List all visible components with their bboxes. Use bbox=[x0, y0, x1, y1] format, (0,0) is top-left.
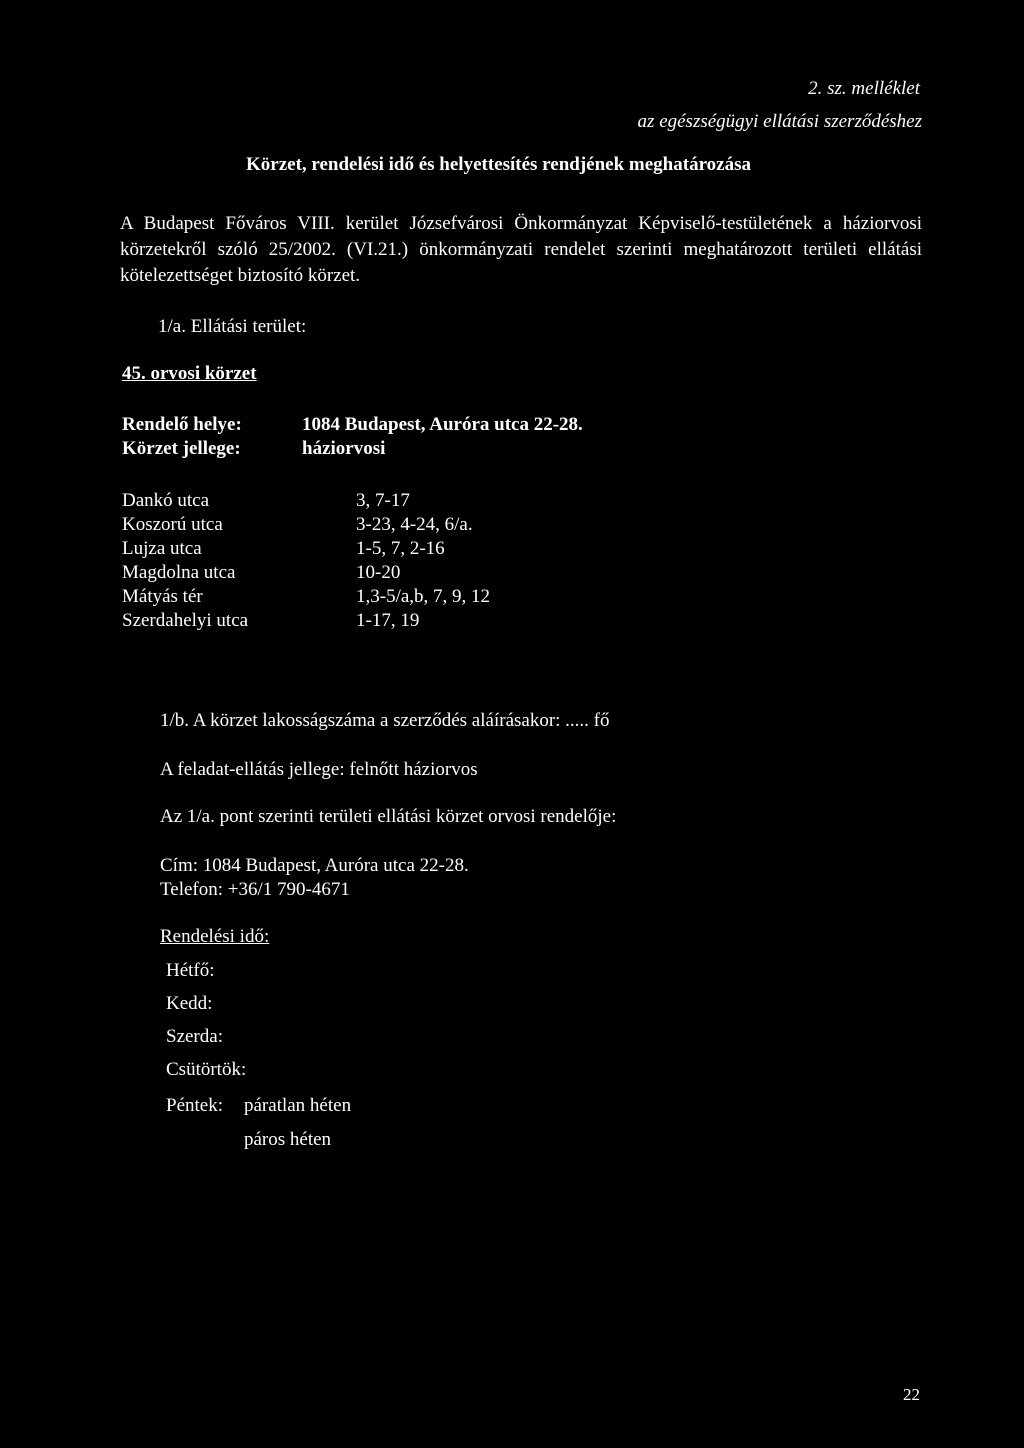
office-label: Rendelő helye: bbox=[122, 414, 242, 435]
clinic-phone: Telefon: +36/1 790-4671 bbox=[160, 879, 350, 900]
schedule-tuesday: Kedd: bbox=[166, 993, 213, 1014]
intro-paragraph bbox=[120, 211, 922, 289]
street-name: Magdolna utca bbox=[122, 562, 236, 583]
house-numbers: 10-20 bbox=[356, 562, 401, 583]
street-name: Dankó utca bbox=[122, 490, 210, 511]
task-type: A feladat-ellátás jellege: felnőtt háziorvos bbox=[160, 759, 478, 780]
schedule-wednesday: Szerda: bbox=[166, 1026, 223, 1047]
district-type-label: Körzet jellege: bbox=[122, 438, 241, 459]
house-numbers: 1-5, 7, 2-16 bbox=[356, 538, 445, 559]
document-title: Körzet, rendelési idő és helyettesítés rendjének meghatározása bbox=[246, 154, 751, 175]
house-numbers: 3-23, 4-24, 6/a. bbox=[356, 514, 473, 535]
section-1a-heading: 1/a. Ellátási terület: bbox=[158, 316, 307, 337]
house-numbers: 1-17, 19 bbox=[356, 610, 420, 631]
street-name: Lujza utca bbox=[122, 538, 202, 559]
annex-subtitle: az egészségügyi ellátási szerződéshez bbox=[637, 111, 922, 132]
district-type-value: háziorvosi bbox=[302, 438, 386, 459]
page-number: 22 bbox=[903, 1385, 920, 1404]
street-name: Szerdahelyi utca bbox=[122, 610, 249, 631]
house-numbers: 3, 7-17 bbox=[356, 490, 410, 511]
schedule-friday: Péntek: bbox=[166, 1095, 223, 1116]
schedule-thursday: Csütörtök: bbox=[166, 1059, 247, 1080]
annex-number: 2. sz. melléklet bbox=[808, 78, 920, 99]
office-value: 1084 Budapest, Auróra utca 22-28. bbox=[302, 414, 583, 435]
clinic-address: Cím: 1084 Budapest, Auróra utca 22-28. bbox=[160, 855, 469, 876]
street-name: Mátyás tér bbox=[122, 586, 203, 607]
intro-text: A Budapest Főváros VIII. kerület Józsefvárosi Önkormányzat Képviselő-testületének a háziorvosi körzetekről szóló 25/2002. (VI.21.) önkormányzati rendelet szerinti meghatározott területi ellátási kötelezettséget biztosító körzet. bbox=[120, 213, 922, 286]
house-numbers: 1,3-5/a,b, 7, 9, 12 bbox=[356, 586, 491, 607]
schedule-friday-odd-week: páratlan héten bbox=[244, 1095, 352, 1116]
hours-heading: Rendelési idő: bbox=[160, 926, 270, 947]
street-name: Koszorú utca bbox=[122, 514, 223, 535]
clinic-heading: Az 1/a. pont szerinti területi ellátási körzet orvosi rendelője: bbox=[160, 806, 617, 827]
schedule-friday-even-week: páros héten bbox=[244, 1129, 332, 1150]
schedule-monday: Hétfő: bbox=[166, 960, 215, 981]
section-1b-population: 1/b. A körzet lakosságszáma a szerződés aláírásakor: ..... fő bbox=[160, 710, 610, 731]
district-title: 45. orvosi körzet bbox=[122, 363, 257, 384]
